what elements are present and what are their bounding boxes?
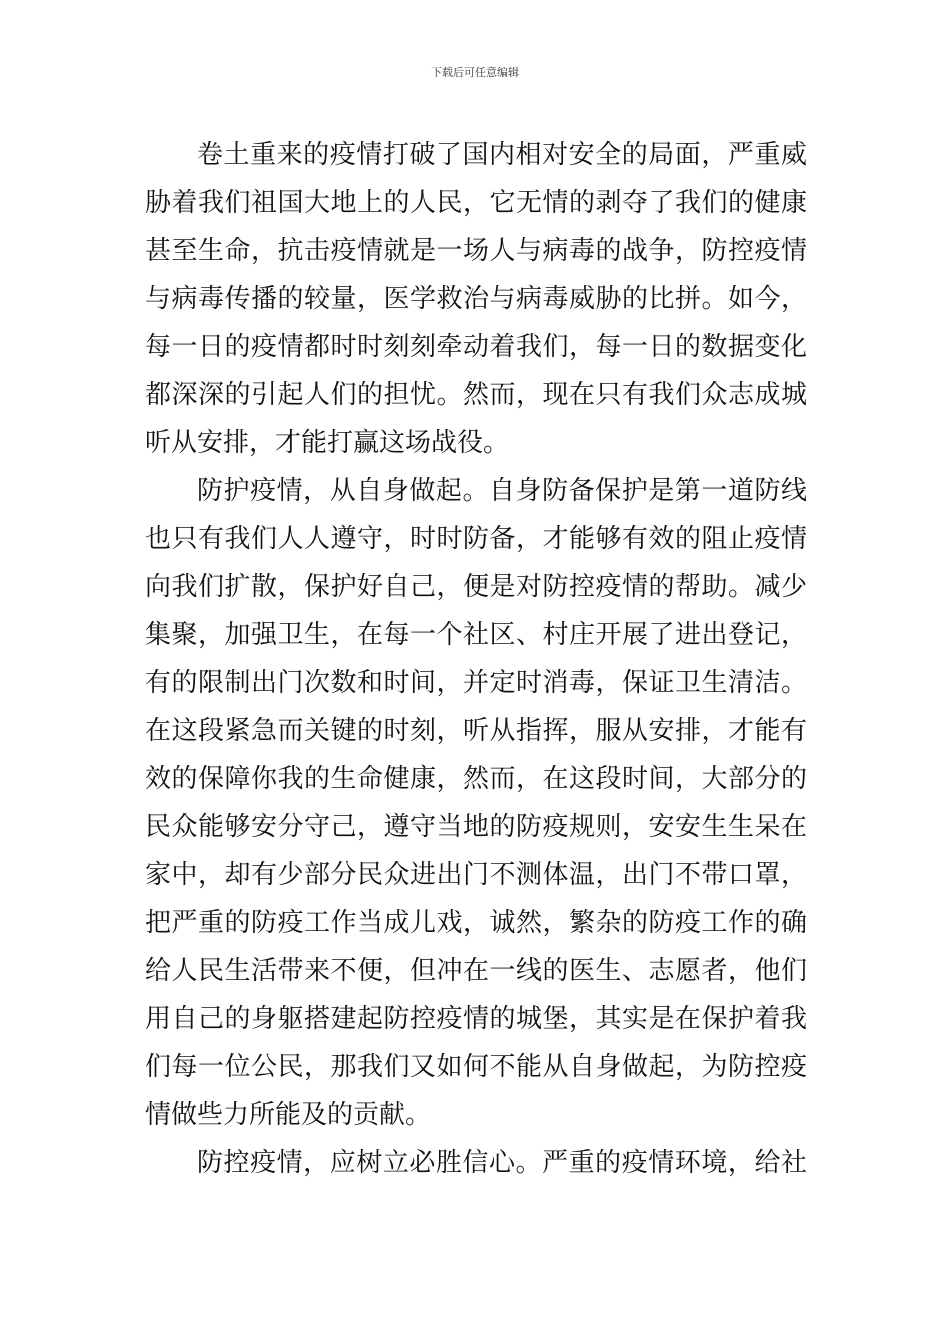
paragraph-2-line-14: 情做些力所能及的贡献。	[145, 1100, 432, 1130]
paragraph-2-line-9: 家中，却有少部分民众进出门不测体温，出门不带口罩，	[145, 860, 807, 890]
paragraph-1-line-7: 听从安排，才能打赢这场战役。	[145, 428, 510, 458]
paragraph-1-line-6: 都深深的引起人们的担忧。然而，现在只有我们众志成城	[145, 380, 807, 410]
paragraph-2-line-7: 效的保障你我的生命健康，然而，在这段时间，大部分的	[145, 764, 807, 794]
paragraph-3-line-1: 防控疫情，应树立必胜信心。严重的疫情环境，给社	[197, 1148, 807, 1178]
paragraph-2-line-12: 用自己的身躯搭建起防控疫情的城堡，其实是在保护着我	[145, 1004, 807, 1034]
paragraph-2-line-2: 也只有我们人人遵守，时时防备，才能够有效的阻止疫情	[145, 524, 807, 554]
paragraph-1-line-1: 卷土重来的疫情打破了国内相对安全的局面，严重威	[197, 140, 807, 170]
document-body	[145, 131, 807, 1187]
paragraph-2-line-8: 民众能够安分守己，遵守当地的防疫规则，安安生生呆在	[145, 812, 807, 842]
paragraph-2-line-1: 防护疫情，从自身做起。自身防备保护是第一道防线	[197, 476, 807, 506]
paragraph-2-line-4: 集聚，加强卫生，在每一个社区、村庄开展了进出登记，	[145, 620, 807, 650]
paragraph-2-line-13: 们每一位公民，那我们又如何不能从自身做起，为防控疫	[145, 1052, 807, 1082]
paragraph-1-line-2: 胁着我们祖国大地上的人民，它无情的剥夺了我们的健康	[145, 188, 807, 218]
paragraph-1-line-4: 与病毒传播的较量，医学救治与病毒威胁的比拼。如今，	[145, 284, 807, 314]
paragraph-2-line-3: 向我们扩散，保护好自己，便是对防控疫情的帮助。减少	[145, 572, 807, 602]
paragraph-2-line-11: 给人民生活带来不便，但冲在一线的医生、志愿者，他们	[145, 956, 807, 986]
paragraph-1-line-5: 每一日的疫情都时时刻刻牵动着我们，每一日的数据变化	[145, 332, 807, 362]
paragraph-2-line-5: 有的限制出门次数和时间，并定时消毒，保证卫生清洁。	[145, 668, 807, 698]
paragraph-2-line-6: 在这段紧急而关键的时刻，听从指挥，服从安排，才能有	[145, 716, 807, 746]
header-note: 下载后可任意编辑	[431, 66, 519, 79]
paragraph-1-line-3: 甚至生命，抗击疫情就是一场人与病毒的战争，防控疫情	[145, 236, 807, 266]
paragraph-2-line-10: 把严重的防疫工作当成儿戏，诚然，繁杂的防疫工作的确	[145, 908, 807, 938]
